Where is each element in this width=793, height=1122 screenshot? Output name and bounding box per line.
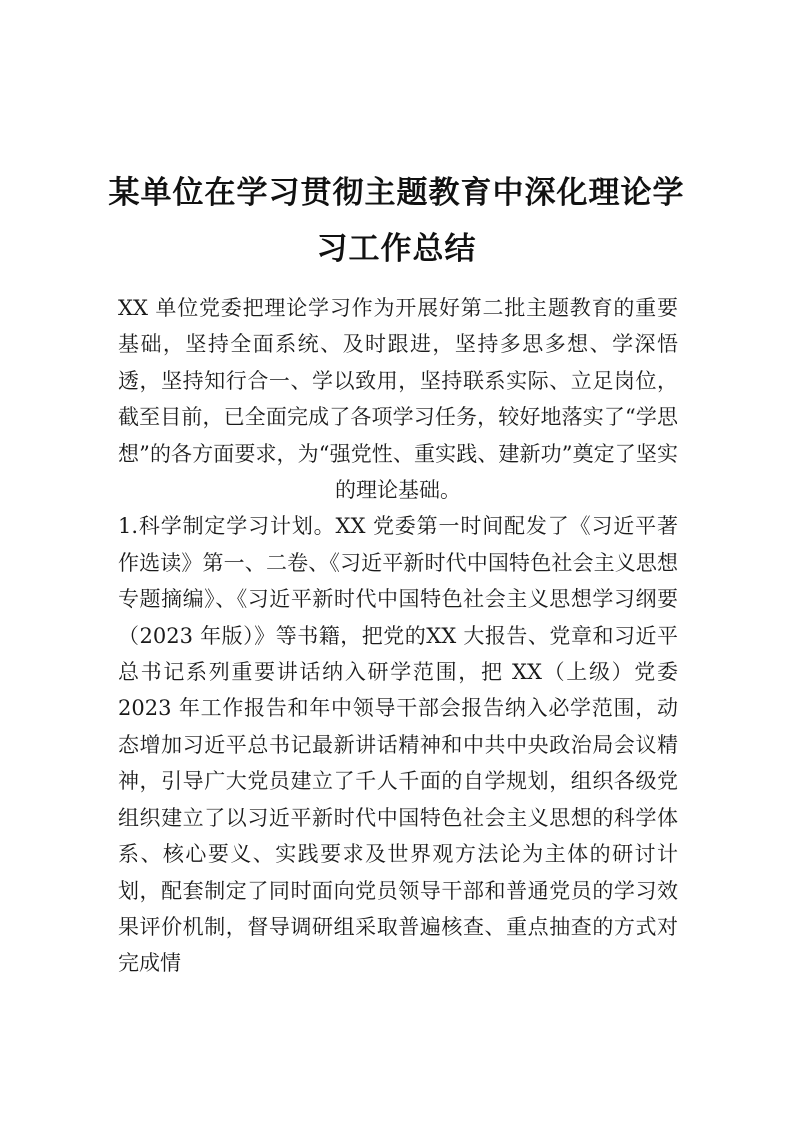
document-title-line-1: 某单位在学习贯彻主题教育中深化理论学 (108, 175, 685, 211)
document-title-line-2: 习工作总结 (316, 231, 477, 267)
intro-paragraph: XX 单位党委把理论学习作为开展好第二批主题教育的重要基础，坚持全面系统、及时跟进，坚持多思多想、学深悟透，坚持知行合一、学以致用，坚持联系实际、立足岗位，截至目前，已全面完成了各项学习任务，较好地落实了“学思想”的各方面要求，为“强党性、重实践、建新功”奠定了坚实的理论基础。 (118, 296, 678, 503)
section-1-paragraph: 1.科学制定学习计划。XX 党委第一时间配发了《习近平著作选读》第一、二卷、《习近平新时代中国特色社会主义思想专题摘编》、《习近平新时代中国特色社会主义思想学习纲要（2023 年版）》等书籍，把党的XX 大报告、党章和习近平总书记系列重要讲话纳入研学范围，把 XX（上级）党委 2023 年工作报告和年中领导干部会报告纳入必学范围，动态增加习近平总书记最新讲话精神和中共中央政治局会议精神，引导广大党员建立了千人千面的自学规划，组织各级党组织建立了以习近平新时代中国特色社会主义思想的科学体系、核心要义、实践要求及世界观方法论为主体的研讨计划，配套制定了同时面向党员领导干部和普通党员的学习效果评价机制，督导调研组采取普遍核查、重点抽查的方式对完成情 (118, 514, 678, 976)
document-body (118, 290, 678, 982)
